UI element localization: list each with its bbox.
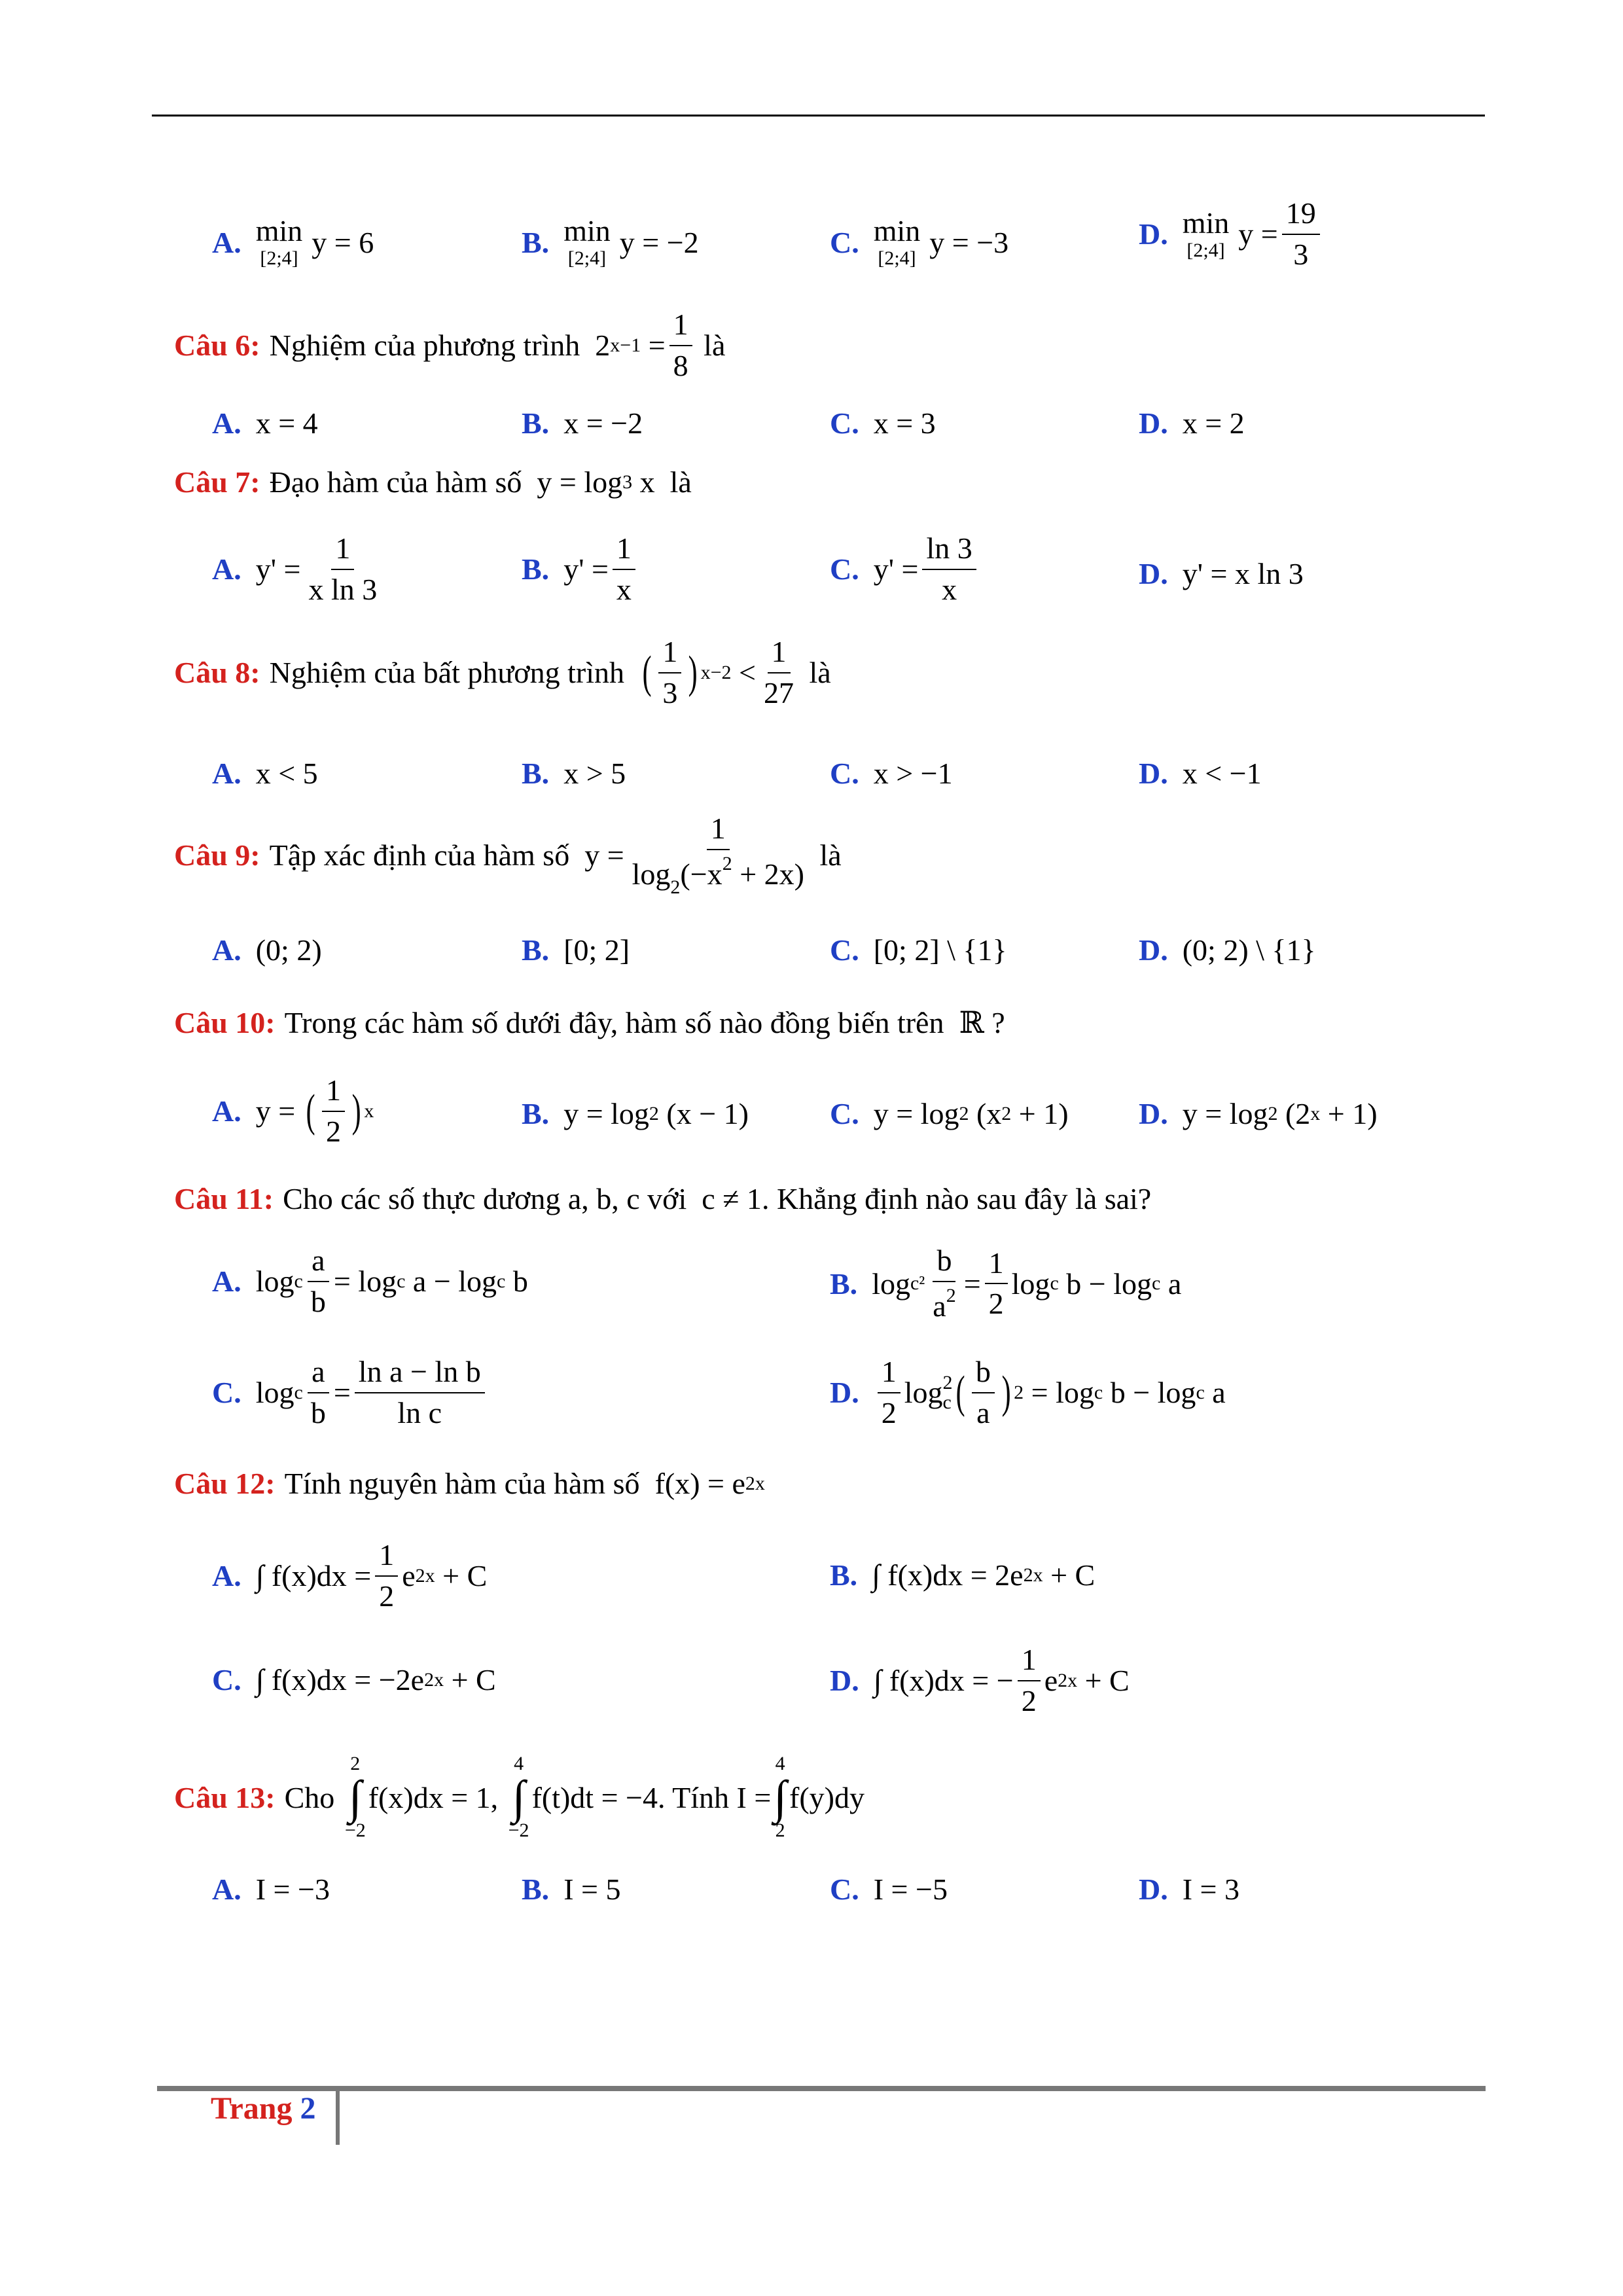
lhs: ∫ f(x)dx = <box>255 1559 372 1593</box>
superscript: 2x <box>745 1472 765 1494</box>
subscript: c <box>397 1270 406 1292</box>
subscript: c <box>942 1391 952 1413</box>
interval-text: [2;4] <box>878 247 916 269</box>
min-text: min <box>255 214 303 247</box>
option-text: x = 4 <box>255 406 318 440</box>
exponent: x−1 <box>610 334 641 356</box>
option-label: B. <box>522 225 550 259</box>
superscript: 2x <box>1058 1669 1078 1691</box>
integrand: f(x)dx = 1, <box>368 1780 499 1814</box>
option-label: D. <box>1139 757 1168 790</box>
q7-option-c[interactable] <box>830 531 980 607</box>
option-text: [0; 2] <box>563 933 630 967</box>
q12-option-c[interactable] <box>212 1662 496 1697</box>
denominator: b <box>310 1284 326 1318</box>
q11-option-b[interactable] <box>830 1244 1181 1324</box>
lhs: ∫ f(x)dx = − <box>873 1664 1014 1698</box>
option-label: C. <box>212 1663 241 1696</box>
option-text: I = 5 <box>563 1873 621 1906</box>
integral-1 <box>342 1754 498 1840</box>
question-label: Câu 10: <box>174 1005 276 1039</box>
numerator: b <box>972 1355 995 1393</box>
constant: + C <box>451 1663 496 1696</box>
subscript: c <box>1152 1272 1161 1295</box>
superscript: 2 <box>1001 1102 1012 1124</box>
arg: + 1) <box>1327 1097 1378 1130</box>
denominator: 2 <box>379 1579 395 1613</box>
denominator <box>929 1282 959 1324</box>
denominator: 3 <box>662 675 678 709</box>
option-label: B. <box>522 1873 550 1906</box>
option-label: A. <box>212 757 241 790</box>
q8-option-b[interactable] <box>522 756 626 791</box>
arg: (−x <box>680 857 722 891</box>
fraction <box>628 812 808 899</box>
question-tail: ? <box>991 1005 1005 1039</box>
q5-options <box>0 196 1623 301</box>
interval-text: [2;4] <box>567 247 607 269</box>
option-label: C. <box>830 1097 859 1130</box>
equals: = <box>333 1376 351 1410</box>
page-number <box>211 2090 315 2126</box>
option-label: D. <box>1139 1097 1168 1130</box>
option-label: B. <box>830 1266 858 1300</box>
rhs: a − log <box>412 1265 497 1299</box>
arg: (x <box>976 1097 1002 1130</box>
expr: x <box>639 465 655 499</box>
option-text: I = 3 <box>1182 1873 1240 1906</box>
lhs: y = log <box>1182 1097 1268 1130</box>
question-label: Câu 11: <box>174 1182 274 1215</box>
superscript: x <box>1310 1102 1321 1124</box>
q7-option-d[interactable] <box>1139 556 1304 591</box>
fraction <box>375 1538 398 1614</box>
option-label: A. <box>212 1873 241 1906</box>
option-label: C. <box>830 1873 859 1906</box>
lhs: y = <box>584 838 624 872</box>
question-text: Trong các hàm số dưới đây, hàm số nào đồng biến trên <box>284 1005 944 1039</box>
fraction <box>972 1355 995 1431</box>
fraction <box>985 1246 1008 1322</box>
lhs: y' = <box>255 552 301 586</box>
superscript: 2 <box>722 852 732 874</box>
numerator: 1 <box>707 812 730 850</box>
numerator: 19 <box>1282 196 1320 235</box>
subscript: c <box>1196 1381 1205 1403</box>
option-label: D. <box>1139 1873 1168 1906</box>
q12-option-b[interactable] <box>830 1558 1095 1592</box>
lhs: ∫ f(x)dx = −2e <box>255 1663 425 1696</box>
arg: + 2x) <box>740 857 804 891</box>
option-label: A. <box>212 225 241 259</box>
question-label: Câu 8: <box>174 656 260 690</box>
rhs: a <box>1168 1266 1182 1300</box>
interval-text: [2;4] <box>260 247 298 269</box>
question-label: Câu 13: <box>174 1780 276 1814</box>
option-text: [0; 2] \ {1} <box>873 933 1007 967</box>
question-text: Đạo hàm của hàm số <box>269 465 522 499</box>
integral-sign: ∫ <box>348 1771 362 1823</box>
upper-limit: 2 <box>350 1753 361 1774</box>
base: 2 <box>595 329 611 363</box>
min-text: min <box>1182 206 1230 240</box>
denominator: 2 <box>881 1395 897 1429</box>
option-label: A. <box>212 552 241 586</box>
subscript: 2 <box>959 1102 969 1124</box>
integrand: f(y)dy <box>789 1780 865 1814</box>
option-text: y = −3 <box>929 225 1009 259</box>
real-set: ℝ <box>959 1006 984 1039</box>
fraction <box>355 1355 485 1431</box>
option-text: y = <box>1238 217 1278 251</box>
q6-option-c[interactable] <box>830 406 936 440</box>
footer-rule <box>157 2086 1486 2091</box>
min-text: min <box>563 214 611 247</box>
question-label: Câu 12: <box>174 1467 276 1500</box>
equation <box>537 465 654 499</box>
denominator: 8 <box>673 348 688 382</box>
upper-limit: 4 <box>514 1753 524 1774</box>
option-text: y = 6 <box>312 225 374 259</box>
function-expr <box>584 812 812 899</box>
option-text: y = −2 <box>619 225 699 259</box>
superscript: 2x <box>1023 1564 1043 1586</box>
superscript: 2 <box>946 1284 956 1306</box>
lhs: y' = <box>873 552 919 586</box>
option-label: D. <box>1139 557 1168 590</box>
option-label: C. <box>830 757 859 790</box>
relation: < <box>739 656 756 690</box>
numerator: 1 <box>878 1355 901 1393</box>
question-tail: là <box>704 329 726 363</box>
equals: = <box>963 1266 981 1300</box>
exponent: 2 <box>1014 1381 1024 1403</box>
q10-option-c[interactable] <box>830 1096 1069 1131</box>
question-text: Tập xác định của hàm số <box>269 838 570 872</box>
q6-option-d[interactable] <box>1139 406 1245 440</box>
q13-option-c[interactable] <box>830 1872 948 1907</box>
numerator: 1 <box>985 1246 1008 1285</box>
subscript: c <box>294 1270 303 1292</box>
subscript: c <box>1050 1272 1059 1295</box>
question-8 <box>174 635 831 711</box>
option-label: A. <box>212 1559 241 1593</box>
q12-option-a[interactable] <box>212 1538 487 1614</box>
option-label: B. <box>522 757 550 790</box>
numerator: b <box>933 1244 955 1282</box>
option-label: B. <box>830 1558 858 1592</box>
option-label: C. <box>830 552 859 586</box>
denominator: 2 <box>1021 1683 1037 1717</box>
integral-2 <box>506 1754 658 1840</box>
numerator: 1 <box>613 531 635 570</box>
question-text: Tính nguyên hàm của hàm số <box>284 1467 640 1500</box>
denominator: ln c <box>397 1395 442 1429</box>
numerator: 1 <box>768 635 791 673</box>
option-text: x = 2 <box>1182 406 1245 440</box>
question-10 <box>174 1005 1005 1040</box>
subscript: c <box>1094 1381 1103 1403</box>
log: log <box>872 1266 910 1300</box>
lhs: y = log <box>873 1097 959 1130</box>
lhs: I = <box>736 1780 772 1814</box>
log: log <box>904 1376 943 1410</box>
numerator: ln 3 <box>922 531 976 570</box>
option-label: C. <box>212 1376 241 1410</box>
question-13 <box>174 1754 865 1840</box>
integral-sign: ∫ <box>774 1771 787 1823</box>
q10-option-b[interactable] <box>522 1096 749 1131</box>
fraction <box>1018 1643 1041 1719</box>
question-11 <box>174 1181 1151 1216</box>
fraction <box>322 1073 345 1149</box>
option-label: B. <box>522 933 550 967</box>
log: log <box>255 1376 294 1410</box>
subscript: 2 <box>649 1102 659 1124</box>
question-tail: . Khẳng định nào sau đây là sai? <box>761 1182 1152 1215</box>
superscript: 2x <box>415 1564 435 1587</box>
inequality: ( $\frac{1}{3}$ ) x−2 < $\frac{1}{27}$ <box>639 635 802 711</box>
integral-sign: ∫ <box>512 1771 526 1823</box>
q11-option-d[interactable]: D. $\frac{1}{2}$ log 2 c ( $\frac{b}{a}$ ) 2 = log c b − log c a <box>830 1355 1226 1429</box>
option-text: I = −5 <box>873 1873 948 1906</box>
option-text: I = −3 <box>255 1873 330 1906</box>
option-text: x > 5 <box>563 757 626 790</box>
lower-limit: 2 <box>775 1820 785 1841</box>
option-text: x = 3 <box>873 406 936 440</box>
q5-option-b[interactable] <box>522 216 699 268</box>
equals: = <box>648 329 666 363</box>
fraction <box>1282 196 1320 272</box>
q5-option-a[interactable] <box>212 216 374 268</box>
superscript: 2 <box>942 1371 953 1393</box>
rhs: = log <box>333 1265 397 1299</box>
equation <box>595 308 696 384</box>
q11-option-c[interactable] <box>212 1355 489 1431</box>
fraction <box>307 1244 330 1319</box>
q9-option-a[interactable] <box>212 933 322 967</box>
q10-option-a[interactable]: A. y = ( $\frac{1}{2}$ ) x <box>212 1073 374 1148</box>
numerator: 1 <box>375 1538 398 1577</box>
arg: + 1) <box>1018 1097 1069 1130</box>
option-label: A. <box>212 406 241 440</box>
subscript: 3 <box>622 471 633 493</box>
q6-option-b[interactable] <box>522 406 643 440</box>
lower-limit: −2 <box>508 1820 529 1841</box>
option-text: x < 5 <box>255 757 318 790</box>
numerator: a <box>308 1244 329 1282</box>
fraction <box>760 635 798 711</box>
rhs: a <box>1212 1376 1226 1410</box>
expr: f(x) = e <box>654 1467 745 1500</box>
q12-option-d[interactable] <box>830 1643 1130 1719</box>
log: log <box>255 1265 294 1299</box>
question-text: Cho <box>284 1780 335 1814</box>
question-9 <box>174 812 842 899</box>
q5-option-c[interactable] <box>830 216 1008 268</box>
fraction <box>878 1355 901 1431</box>
rhs: log <box>1011 1266 1050 1300</box>
superscript: 2x <box>424 1668 444 1691</box>
option-label: D. <box>1139 933 1168 967</box>
base: a <box>933 1289 946 1323</box>
question-text: Nghiệm của phương trình <box>269 329 580 363</box>
q8-option-a[interactable] <box>212 756 318 791</box>
integral-3 <box>737 1754 865 1840</box>
subscript: c <box>294 1381 303 1403</box>
rhs: b − log <box>1066 1266 1152 1300</box>
numerator: 1 <box>669 308 692 346</box>
subscript: c² <box>910 1272 925 1295</box>
function-expr <box>655 1466 765 1501</box>
option-label: C. <box>830 406 859 440</box>
condition: c ≠ 1 <box>702 1182 762 1215</box>
numerator: 1 <box>322 1073 345 1112</box>
arg: (2 <box>1285 1097 1311 1130</box>
subscript: 2 <box>1268 1102 1278 1124</box>
constant: + C <box>1084 1664 1130 1698</box>
footer-divider <box>336 2091 340 2145</box>
lhs: y = <box>255 1094 296 1128</box>
denominator: 2 <box>326 1114 341 1148</box>
option-text: (0; 2) \ {1} <box>1182 933 1316 967</box>
option-text: y' = x ln 3 <box>1182 557 1304 590</box>
option-label: A. <box>212 1094 241 1128</box>
page-num: 2 <box>300 2091 316 2126</box>
numerator: 1 <box>658 635 681 673</box>
option-label: C. <box>830 933 859 967</box>
denominator: 3 <box>1293 237 1309 271</box>
option-label: A. <box>212 933 241 967</box>
denominator: b <box>310 1395 326 1429</box>
option-label: D. <box>1139 217 1168 251</box>
denominator: x ln 3 <box>308 572 378 606</box>
option-text: (0; 2) <box>255 933 322 967</box>
constant: + C <box>442 1559 488 1593</box>
option-label: C. <box>830 225 859 259</box>
constant: + C <box>1050 1558 1096 1592</box>
e: e <box>402 1559 416 1593</box>
expr: y = log <box>537 465 623 499</box>
question-mid: . Tính <box>657 1780 730 1814</box>
question-text: Cho các số thực dương a, b, c với <box>283 1182 687 1215</box>
lower-limit: −2 <box>344 1820 366 1841</box>
option-text: x > −1 <box>873 757 953 790</box>
q8-option-d[interactable] <box>1139 756 1262 791</box>
e: e <box>1044 1664 1058 1698</box>
option-text: x = −2 <box>563 406 643 440</box>
q5-option-d[interactable] <box>1139 196 1324 272</box>
fraction <box>929 1244 959 1324</box>
header-rule <box>152 115 1485 117</box>
denominator <box>628 850 808 899</box>
option-label: B. <box>522 1097 550 1130</box>
q6-option-a[interactable] <box>212 406 318 440</box>
rhs: = log <box>1031 1376 1094 1410</box>
option-label: D. <box>1139 406 1168 440</box>
option-label: B. <box>522 552 550 586</box>
q13-option-b[interactable] <box>522 1872 620 1907</box>
option-label: D. <box>830 1664 859 1698</box>
q7-option-b[interactable] <box>522 531 639 607</box>
denominator: a <box>976 1395 990 1429</box>
option-text: x < −1 <box>1182 757 1262 790</box>
question-6 <box>174 308 725 384</box>
lhs: ∫ f(x)dx = 2e <box>872 1558 1024 1592</box>
interval-text: [2;4] <box>1186 239 1225 261</box>
denominator: 2 <box>988 1287 1004 1321</box>
q13-option-d[interactable] <box>1139 1872 1240 1907</box>
fraction <box>669 308 692 384</box>
q7-option-a[interactable] <box>212 531 385 607</box>
denominator: 27 <box>764 675 794 709</box>
fraction <box>307 1355 330 1431</box>
option-label: D. <box>830 1376 859 1410</box>
denominator: x <box>942 572 957 606</box>
integrand: f(t)dt = −4 <box>531 1780 658 1814</box>
fraction <box>613 531 635 607</box>
question-label: Câu 9: <box>174 838 260 872</box>
exponent: x−2 <box>700 661 732 683</box>
numerator: ln a − ln b <box>355 1355 485 1393</box>
log: log <box>632 857 671 891</box>
rhs: b − log <box>1110 1376 1196 1410</box>
rhs: b <box>512 1265 528 1299</box>
q8-option-c[interactable] <box>830 756 953 791</box>
option-label: B. <box>522 406 550 440</box>
q9-option-c[interactable] <box>830 933 1007 967</box>
exponent: x <box>364 1100 374 1122</box>
question-tail: là <box>669 465 692 499</box>
denominator: x <box>616 572 632 606</box>
fraction <box>922 531 976 607</box>
question-label: Câu 6: <box>174 329 260 363</box>
question-label: Câu 7: <box>174 465 260 499</box>
fraction <box>304 531 381 607</box>
question-tail: là <box>819 838 842 872</box>
q9-option-b[interactable] <box>522 933 630 967</box>
q11-option-a[interactable] <box>212 1244 528 1319</box>
question-tail: là <box>809 656 831 690</box>
subscript: c <box>497 1270 506 1292</box>
page-word: Trang <box>211 2091 293 2126</box>
arg: (x − 1) <box>666 1097 749 1130</box>
question-12 <box>174 1466 765 1501</box>
lhs: y = log <box>563 1097 649 1130</box>
fraction <box>658 635 681 711</box>
lhs: y' = <box>563 552 609 586</box>
option-label: A. <box>212 1265 241 1299</box>
q9-option-d[interactable] <box>1139 933 1316 967</box>
q10-option-d[interactable] <box>1139 1096 1378 1131</box>
min-text: min <box>873 214 921 247</box>
numerator: 1 <box>1018 1643 1041 1681</box>
q13-option-a[interactable] <box>212 1872 330 1907</box>
question-7 <box>174 465 692 499</box>
question-text: Nghiệm của bất phương trình <box>269 656 624 690</box>
upper-limit: 4 <box>775 1753 785 1774</box>
numerator: a <box>308 1355 329 1393</box>
subscript: 2 <box>670 876 681 898</box>
numerator: 1 <box>331 531 354 570</box>
